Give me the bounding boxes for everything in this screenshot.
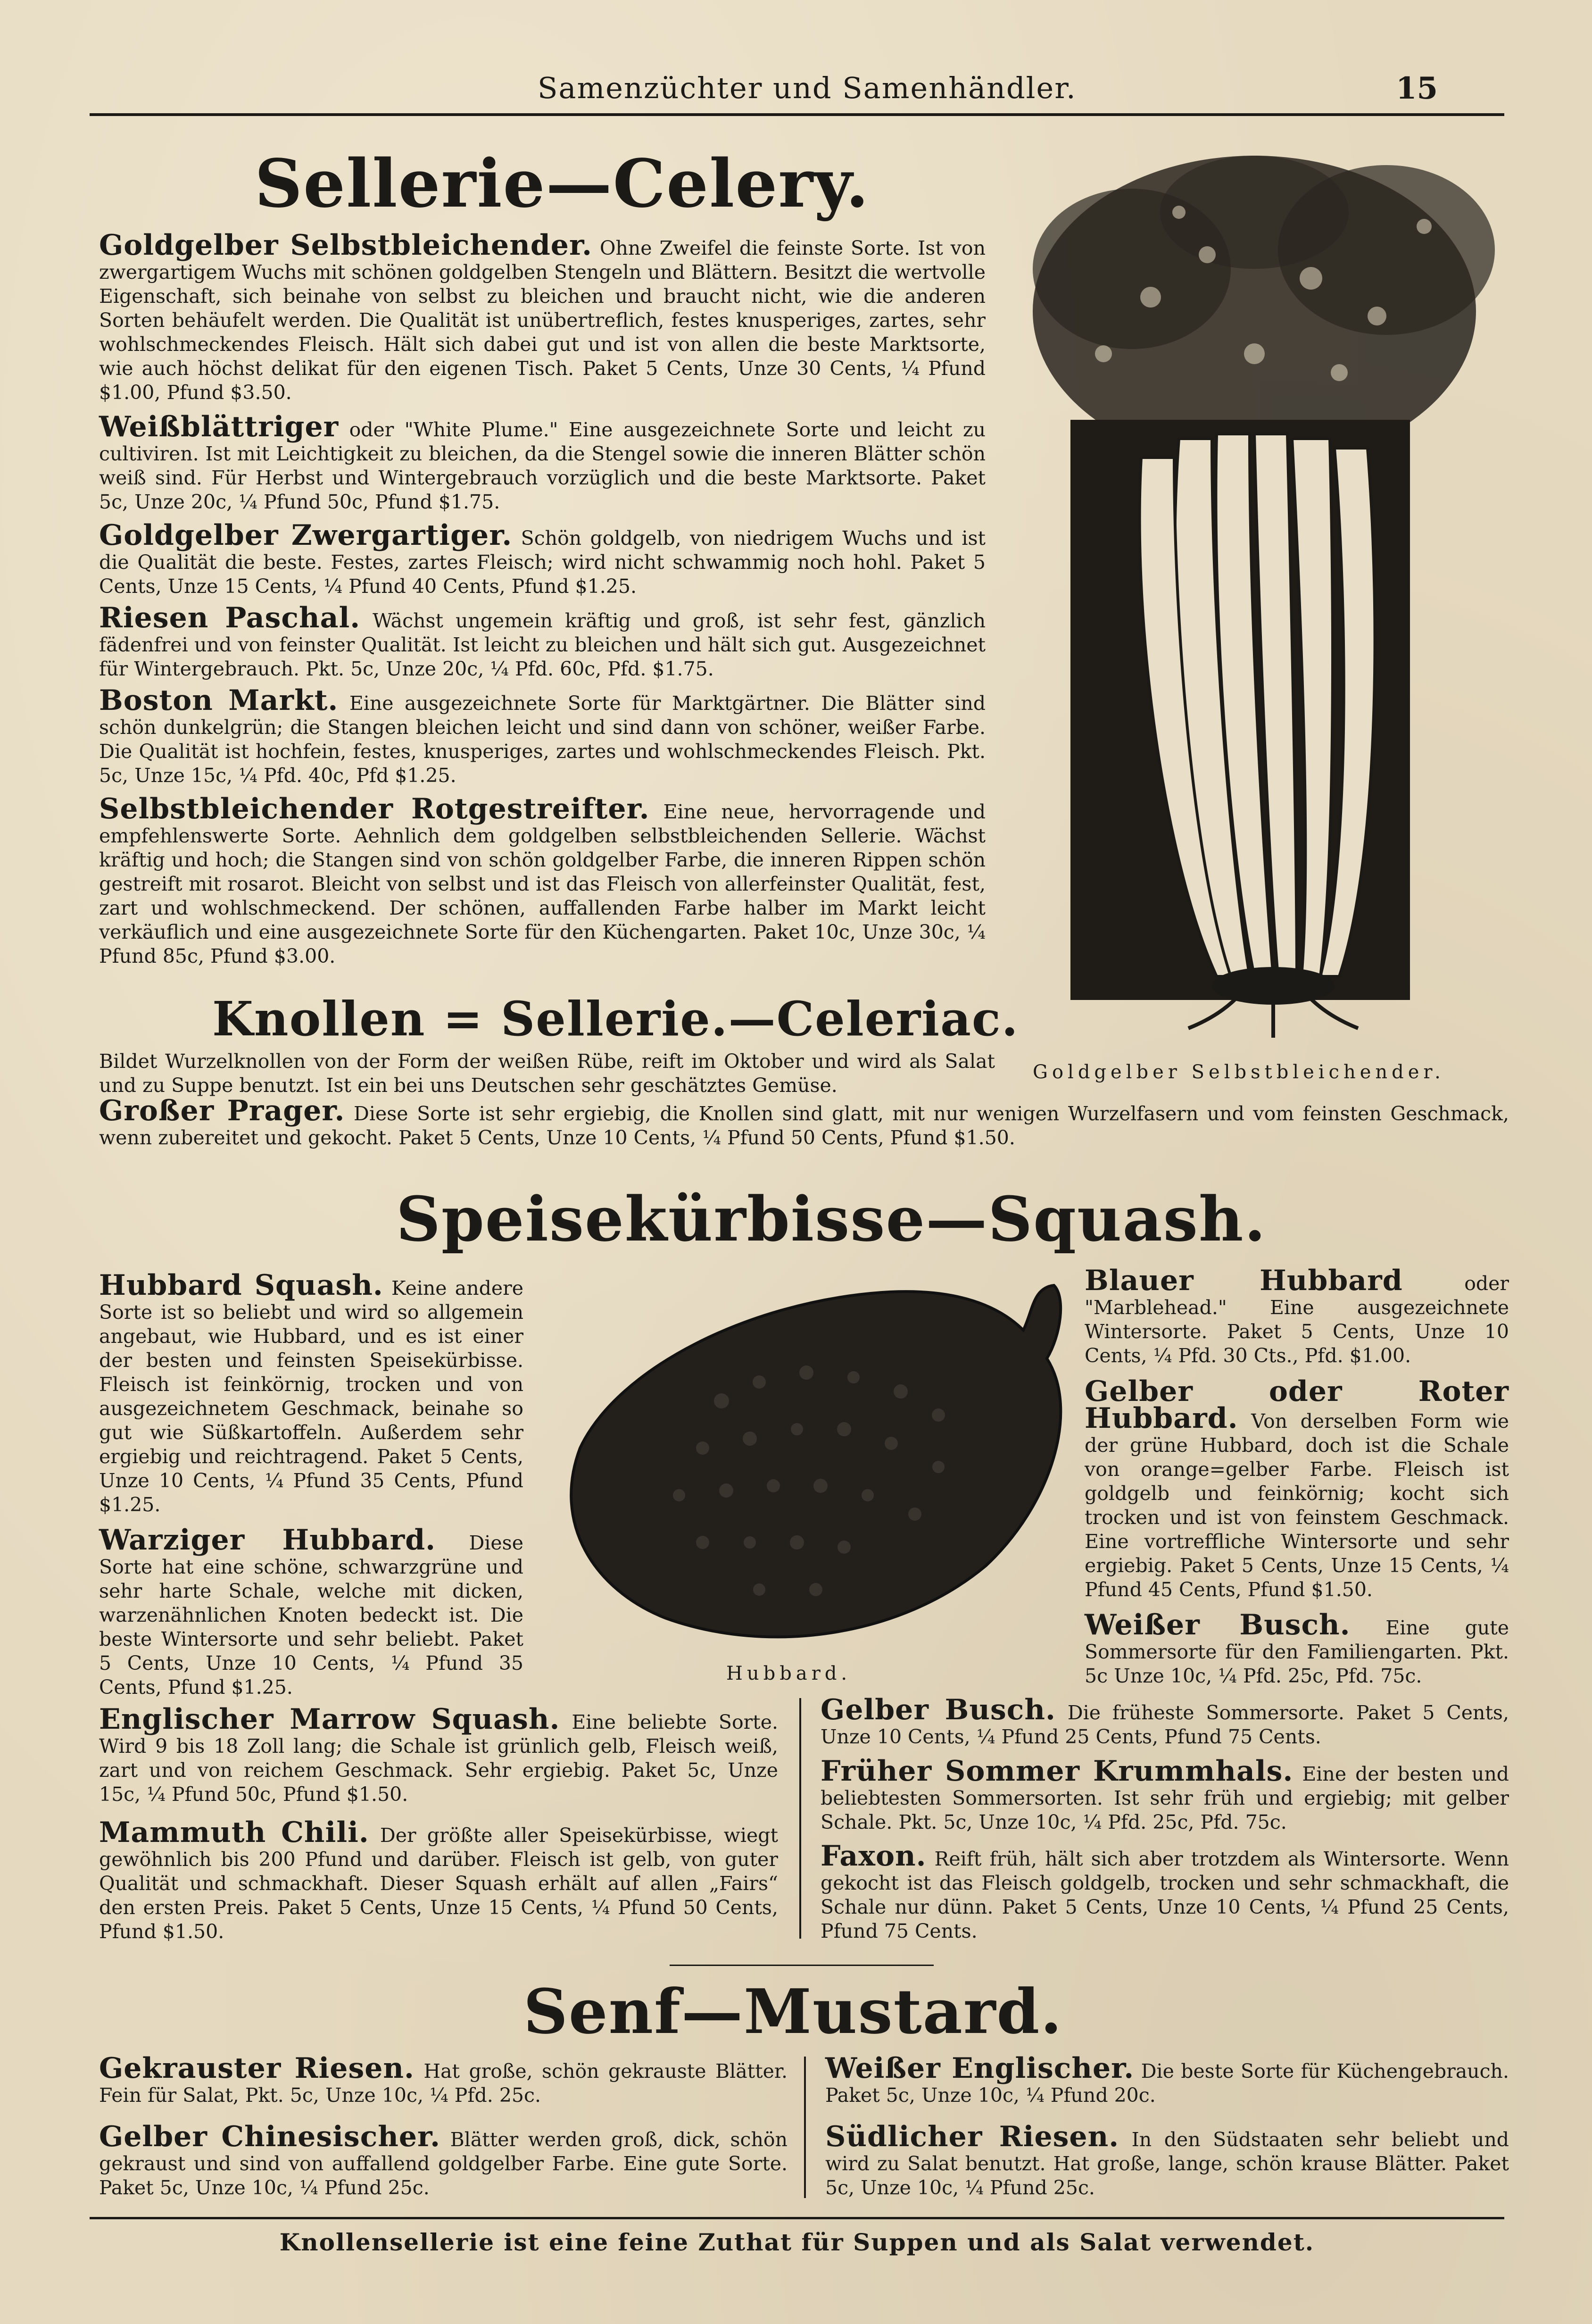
- entry-title: Goldgelber Zwergartiger.: [99, 519, 513, 552]
- squash-entry-warziger: [99, 1524, 523, 1699]
- squash-entry-faxon: [821, 1840, 1509, 1943]
- squash-entry-blauer: [1085, 1264, 1509, 1368]
- entry-title: Faxon.: [821, 1840, 927, 1873]
- entry-title: Weißer Englischer.: [825, 2052, 1135, 2085]
- entry-title: Gekrauster Riesen.: [99, 2052, 415, 2085]
- squash-entry-mammuth: [99, 1816, 778, 1944]
- squash-entry-hubbard: [99, 1269, 523, 1517]
- entry-title: Hubbard Squash.: [99, 1269, 383, 1302]
- squash-entry-gelber-busch: [821, 1693, 1509, 1749]
- celery-entry-1: [99, 229, 986, 405]
- entry-text: Eine neue, hervorragende und empfehlenswerte Sorte. Aehnlich dem goldgelben selbstbleichenden Sellerie. Wächst kräftig und hoch; die Stangen sind von schön goldgelber Farbe, die inneren Rippen schön gestreift mit rosarot. Bleicht von selbst und ist das Fleisch von allerfeinster Qualität, fest, zart und wohlschmeckend. Der schönen, auffallenden Farbe halber im Markt leicht verkäuflich und eine ausgezeichnete Sorte für den Küchengarten. Paket 10c, Unze 30c, ¼ Pfund 85c, Pfund $3.00.: [99, 800, 986, 967]
- squash-entry-krummhals: [821, 1755, 1509, 1834]
- entry-title: Gelber Busch.: [821, 1693, 1056, 1726]
- mustard-entry-gekrauster: [99, 2052, 788, 2107]
- entry-text: Ohne Zweifel die feinste Sorte. Ist von zwergartigem Wuchs mit schönen goldgelben Stengeln und Blättern. Besitzt die wertvolle Eigenschaft, sich beinahe von selbst zu bleichen und braucht nicht, wie die anderen Sorten behäufelt werden. Die Qualität ist unübertreflich, festes knusperiges, zartes, sehr wohlschmeckendes Fleisch. Hält sich dabei gut und ist von allen die beste Marktsorte, wie auch höchst delikat für den eigenen Tisch. Paket 5 Cents, Unze 30 Cents, ¼ Pfund $1.00, Pfund $3.50.: [99, 237, 986, 404]
- mustard-column-divider: [804, 2057, 806, 2198]
- header-rule: [90, 113, 1504, 116]
- squash-entry-weisser-busch: [1085, 1608, 1509, 1688]
- entry-text: Eine der besten und beliebtesten Sommersorten. Ist sehr früh und ergiebig; mit gelber Schale. Pkt. 5c, Unze 10c, ¼ Pfd. 25c, Pfd. 75c.: [821, 1763, 1509, 1833]
- entry-title: Riesen Paschal.: [99, 601, 361, 634]
- entry-title: Mammuth Chili.: [99, 1816, 369, 1849]
- entry-title: Goldgelber Selbstbleichender.: [99, 229, 592, 262]
- entry-text: Eine ausgezeichnete Sorte für Marktgärtner. Die Blätter sind schön dunkelgrün; die Stangen bleichen leicht und sind dann von schöner, weißer Farbe. Die Qualität ist hochfein, festes, knusperiges, zartes und wohlschmeckendes Fleisch. Pkt. 5c, Unze 15c, ¼ Pfd. 40c, Pfd $1.25.: [99, 692, 986, 787]
- entry-text: Von derselben Form wie der grüne Hubbard, doch ist die Schale von orange=gelber Farbe. Fleisch ist goldgelb und feinkörnig; kocht sich trocken und ist von feinstem Geschmack. Eine vortreffliche Wintersorte und sehr ergiebig. Paket 5 Cents, Unze 15 Cents, ¼ Pfund 45 Cents, Pfund $1.50.: [1085, 1410, 1509, 1601]
- celery-illustration: [1009, 156, 1509, 1042]
- entry-title: Weißblättriger: [99, 410, 339, 443]
- mustard-entry-weisser: [825, 2052, 1509, 2107]
- entry-text: Hat große, schön gekrauste Blätter. Fein für Salat, Pkt. 5c, Unze 10c, ¼ Pfd. 25c.: [99, 2060, 788, 2107]
- mustard-entry-chinesischer: [99, 2120, 788, 2200]
- squash-column-divider: [799, 1698, 801, 1939]
- entry-text: Der größte aller Speisekürbisse, wiegt gewöhnlich bis 200 Pfund und darüber. Fleisch ist gelb, von guter Qualität und schmackhaft. Dieser Squash erhält auf allen „Fairs“ den ersten Preis. Paket 5 Cents, Unze 15 Cents, ¼ Pfund 50 Cents, Pfund $1.50.: [99, 1824, 778, 1943]
- celery-heading: Sellerie—Celery.: [255, 145, 870, 223]
- entry-title: Früher Sommer Krummhals.: [821, 1755, 1294, 1788]
- entry-title: Gelber oder Roter Hubbard.: [1085, 1375, 1509, 1435]
- entry-title: Weißer Busch.: [1085, 1608, 1351, 1641]
- squash-entry-gelber-roter: [1085, 1375, 1509, 1602]
- running-title: Samenzüchter und Samenhändler.: [538, 71, 1077, 105]
- entry-title: Großer Prager.: [99, 1094, 345, 1127]
- squash-illustration-caption: Hubbard.: [726, 1663, 852, 1684]
- entry-text: Eine beliebte Sorte. Wird 9 bis 18 Zoll lang; die Schale ist grünlich gelb, Fleisch weiß, zart und von reichem Geschmack. Sehr ergiebig. Paket 5c, Unze 15c, ¼ Pfund 50c, Pfund $1.50.: [99, 1711, 779, 1806]
- entry-text: Die früheste Sommersorte. Paket 5 Cents, Unze 10 Cents, ¼ Pfund 25 Cents, Pfund 75 Cents.: [821, 1701, 1509, 1748]
- celery-entry-4: [99, 601, 986, 681]
- squash-heading: Speisekürbisse—Squash.: [396, 1183, 1267, 1255]
- entry-text: oder "Marblehead." Eine ausgezeichnete Wintersorte. Paket 5 Cents, Unze 10 Cents, ¼ Pfd. 30 Cts., Pfd. $1.00.: [1085, 1272, 1509, 1367]
- squash-illustration: [523, 1259, 1085, 1679]
- footer-note: Knollensellerie ist eine feine Zuthat für Suppen und als Salat verwendet.: [279, 2228, 1315, 2256]
- entry-text: In den Südstaaten sehr beliebt und wird zu Salat benutzt. Hat große, lange, schön krause Blätter. Paket 5c, Unze 10c, ¼ Pfund 25c.: [825, 2128, 1509, 2199]
- entry-title: Boston Markt.: [99, 684, 339, 717]
- entry-text: Diese Sorte hat eine schöne, schwarzgrüne und sehr harte Schale, welche mit dicken, warzenähnlichen Knoten bedeckt ist. Die beste Wintersorte und sehr beliebt. Paket 5 Cents, Unze 10 Cents, ¼ Pfund 35 Cents, Pfund $1.25.: [99, 1532, 523, 1699]
- entry-text: oder "White Plume." Eine ausgezeichnete Sorte und leicht zu cultiviren. Ist mit Leichtigkeit zu bleichen, da die Stengel sowie die inneren Blätter schön weiß sind. Für Herbst und Wintergebrauch vorzüglich und die beste Marktsorte. Paket 5c, Unze 20c, ¼ Pfund 50c, Pfund $1.75.: [99, 418, 986, 513]
- entry-title: Blauer Hubbard: [1085, 1264, 1403, 1297]
- entry-text: Die beste Sorte für Küchengebrauch. Paket 5c, Unze 10c, ¼ Pfund 20c.: [825, 2060, 1509, 2107]
- celeriac-heading: Knollen = Sellerie.—Celeriac.: [212, 991, 1019, 1047]
- entry-title: Südlicher Riesen.: [825, 2120, 1119, 2153]
- celery-entry-5: [99, 684, 986, 788]
- mustard-entry-suedlicher: [825, 2120, 1509, 2200]
- celery-illustration-caption: Goldgelber Selbstbleichender.: [1033, 1061, 1445, 1083]
- celery-entry-3: [99, 519, 986, 599]
- entry-text: Eine gute Sommersorte für den Familiengarten. Pkt. 5c Unze 10c, ¼ Pfd. 25c, Pfd. 75c.: [1085, 1616, 1509, 1687]
- celeriac-entry-1: [99, 1094, 1509, 1150]
- entry-text: Wächst ungemein kräftig und groß, ist sehr fest, gänzlich fädenfrei und von feinster Qualität. Ist leicht zu bleichen und hält sich gut. Ausgezeichnet für Wintergebrauch. Pkt. 5c, Unze 20c, ¼ Pfd. 60c, Pfd. $1.75.: [99, 609, 986, 680]
- entry-title: Gelber Chinesischer.: [99, 2120, 441, 2153]
- entry-text: Keine andere Sorte ist so beliebt und wird so allgemein angebaut, wie Hubbard, und es ist einer der besten und feinsten Speisekürbisse. Fleisch ist feinkörnig, trocken und von ausgezeichnetem Geschmack, beinahe so gut wie Süßkartoffeln. Außerdem sehr ergiebig und reichtragend. Paket 5 Cents, Unze 10 Cents, ¼ Pfund 35 Cents, Pfund $1.25.: [99, 1277, 523, 1516]
- entry-text: Schön goldgelb, von niedrigem Wuchs und ist die Qualität die beste. Festes, zartes Fleisch; wird nicht schwammig noch hohl. Paket 5 Cents, Unze 15 Cents, ¼ Pfund 40 Cents, Pfund $1.25.: [99, 527, 986, 598]
- celeriac-intro: Bildet Wurzelknollen von der Form der weißen Rübe, reift im Oktober und wird als Salat und zu Suppe benutzt. Ist ein bei uns Deutschen sehr geschätztes Gemüse.: [99, 1050, 995, 1097]
- entry-text: Diese Sorte ist sehr ergiebig, die Knollen sind glatt, mit nur wenigen Wurzelfasern und vom feinsten Geschmack, wenn zubereitet und gekocht. Paket 5 Cents, Unze 10 Cents, ¼ Pfund 50 Cents, Pfund $1.50.: [99, 1102, 1509, 1149]
- section-divider: [670, 1965, 934, 1966]
- mustard-heading: Senf—Mustard.: [523, 1975, 1063, 2048]
- celery-entry-6: [99, 792, 986, 968]
- entry-title: Englischer Marrow Squash.: [99, 1703, 560, 1736]
- squash-entry-marrow: [99, 1703, 779, 1807]
- entry-title: Warziger Hubbard.: [99, 1524, 436, 1557]
- entry-text: Blätter werden groß, dick, schön gekraust und sind von auffallend goldgelber Farbe. Eine gute Sorte. Paket 5c, Unze 10c, ¼ Pfund 25c.: [99, 2128, 788, 2199]
- entry-title: Selbstbleichender Rotgestreifter.: [99, 792, 650, 825]
- page-number: 15: [1396, 71, 1438, 106]
- entry-text: Reift früh, hält sich aber trotzdem als Wintersorte. Wenn gekocht ist das Fleisch goldgelb, trocken und sehr schmackhaft, die Schale nur dünn. Paket 5 Cents, Unze 10 Cents, ¼ Pfund 25 Cents, Pfund 75 Cents.: [821, 1848, 1509, 1942]
- celery-entry-2: [99, 410, 986, 514]
- footer-rule: [90, 2217, 1504, 2219]
